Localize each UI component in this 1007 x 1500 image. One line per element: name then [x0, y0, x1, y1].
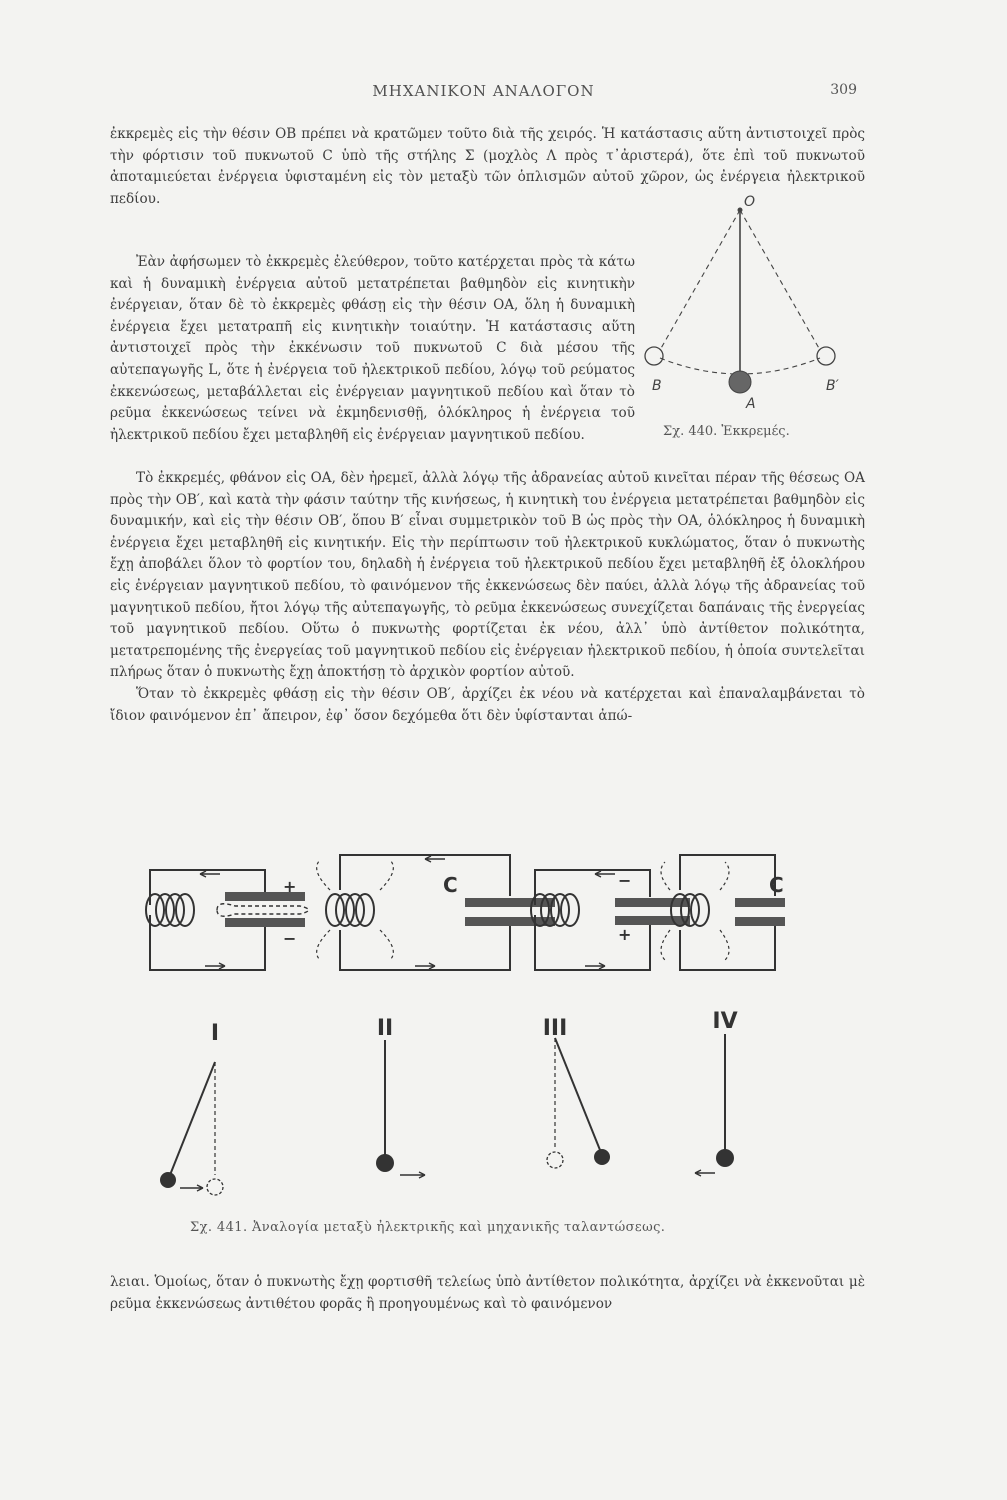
paragraph-2: Ἐὰν ἀφήσωμεν τὸ ἐκκρεμὲς ἐλεύθερον, τοῦτο κατέρχεται πρὸς τὰ κάτω καὶ ἡ δυναμικὴ ἐνέργεια αὐτοῦ μετατρέπεται βαθμηδὸν εἰς κινητικὴν ἐνέργειαν, ὅταν δὲ τὸ ἐκκρεμὲς φθάσῃ εἰς τὴν θέσιν ΟΑ, ὅλη ἡ δυναμικὴ ἐνέργεια ἔχει μετατραπῆ εἰς κινητικὴν τοιαύτην. Ἡ κατάστασις αὕτη ἀντιστοιχεῖ πρὸς τὴν ἐκκένωσιν τοῦ πυκνωτοῦ C διὰ μέσου τῆς αὐτεπαγωγῆς L, ὅτε ἡ ἐνέργεια τοῦ ἠλεκτρικοῦ πεδίου, λόγῳ τοῦ ρεύματος ἐκκενώσεως, μεταβάλλεται εἰς ἐνέργειαν μαγνητικοῦ πεδίου καὶ ὅταν τὸ ρεῦμα ἐκκενώσεως τείνει νὰ ἐκμηδενισθῇ, ὁλόκληρος ἡ ἐνέργεια τοῦ ἠλεκτρικοῦ πεδίου ἔχει μεταβληθῆ εἰς ἐνέργειαν μαγνητικοῦ πεδίου. — [110, 254, 635, 443]
panel-2-capacitor-label: C — [443, 873, 458, 897]
pendulum-rod-right-dashed — [740, 210, 820, 350]
pendulum-4-arrow — [695, 1170, 715, 1176]
pivot-point — [738, 208, 743, 213]
panel-3-minus: − — [618, 871, 632, 890]
panel-label-3: III — [542, 1016, 568, 1041]
pendulum-rod-left-dashed — [660, 210, 740, 350]
paragraph-4: Ὅταν τὸ ἐκκρεμὲς φθάσῃ εἰς τὴν θέσιν ΟΒ′, ἀρχίζει ἐκ νέου νὰ κατέρχεται καὶ ἐπαναλαμβάνεται τὸ ἴδιον φαινόμενον ἐπ᾿ ἄπειρον, ἐφ᾿ ὅσον δεχόμεθα ὅτι δὲν ὑφίστανται ἀπώ- — [110, 685, 865, 724]
panel-4-capacitor-label: C — [769, 873, 784, 897]
text-block-beside-figure — [110, 252, 635, 446]
pendulum-3-rod — [555, 1038, 600, 1150]
panel-3-plus: + — [618, 925, 632, 944]
label-o: O — [744, 194, 756, 210]
pendulum-1-arrow — [180, 1185, 203, 1191]
page-number: 309 — [830, 82, 857, 98]
pendulum-2-arrow — [400, 1172, 425, 1178]
panel-label-4: IV — [712, 1009, 738, 1034]
text-block-bottom — [110, 1272, 865, 1315]
pendulum-1-rest-bob — [207, 1179, 223, 1195]
running-title: ΜΗΧΑΝΙΚΟΝ ΑΝΑΛΟΓΟΝ — [372, 82, 595, 100]
pendulum-4-bob — [716, 1149, 734, 1167]
bob-right-outline — [817, 347, 835, 365]
label-b-prime: B′ — [826, 378, 839, 394]
pendulum-1-rod — [170, 1062, 215, 1175]
pendulum-3-rest-bob — [547, 1152, 563, 1168]
text-block-main — [110, 468, 865, 727]
label-b: B — [652, 378, 662, 394]
panel-label-2: II — [376, 1016, 394, 1041]
figure-441-analogy — [125, 800, 785, 1210]
bob-left-outline — [645, 347, 663, 365]
figure-440-pendulum — [630, 190, 870, 415]
bob-center — [729, 371, 751, 393]
paragraph-1: ἐκκρεμὲς εἰς τὴν θέσιν ΟΒ πρέπει νὰ κρατῶμεν τοῦτο διὰ τῆς χειρός. Ἡ κατάστασις αὕτη ἀντιστοιχεῖ πρὸς τὴν φόρτισιν τοῦ πυκνωτοῦ C ὑπὸ τῆς στήλης Σ (μοχλὸς Λ πρὸς τ᾿ἀριστερά), ὅτε ἐπὶ τοῦ πυκνωτοῦ ἀποταμιεύεται ἐνέργεια ὑφισταμένη εἰς τὸν μεταξὺ τῶν ὁπλισμῶν αὐτοῦ χῶρον, ὡς ἐνέργεια ἠλεκτρικοῦ πεδίου. — [110, 126, 865, 207]
paragraph-5: λειαι. Ὁμοίως, ὅταν ὁ πυκνωτὴς ἔχῃ φορτισθῆ τελείως ὑπὸ ἀντίθετον πολικότητα, ἀρχίζει νὰ ἐκκενοῦται μὲ ρεῦμα ἐκκενώσεως ἀντιθέτου φορᾶς ἢ προηγουμένως καὶ τὸ φαινόμενον — [110, 1274, 865, 1312]
figure-440-caption: Σχ. 440. Ἐκκρεμές. — [663, 424, 790, 439]
pendulum-2-bob — [376, 1154, 394, 1172]
panel-label-1: I — [210, 1021, 220, 1046]
panel-4-circuit — [661, 855, 785, 970]
running-header — [110, 82, 857, 106]
pendulum-1-bob — [160, 1172, 176, 1188]
panel-1-minus: − — [283, 929, 297, 948]
figure-441-caption: Σχ. 441. Ἀναλογία μεταξὺ ἠλεκτρικῆς καὶ μηχανικῆς ταλαντώσεως. — [190, 1220, 666, 1235]
pendulum-3-bob — [594, 1149, 610, 1165]
panel-2-circuit — [317, 855, 555, 970]
label-a: A — [746, 396, 756, 412]
paragraph-3: Τὸ ἐκκρεμές, φθάνον εἰς ΟΑ, δὲν ἠρεμεῖ, ἀλλὰ λόγῳ τῆς ἀδρανείας αὐτοῦ κινεῖται πέραν τῆς θέσεως ΟΑ πρὸς τὴν ΟΒ′, καὶ κατὰ τὴν φάσιν ταύτην τῆς κινήσεως, ἡ κινητικὴ του ἐνέργεια μετατρέπεται βαθμηδὸν εἰς δυναμικήν, καὶ εἰς τὴν θέσιν ΟΒ′, ὅπου Β′ εἶναι συμμετρικὸν τοῦ Β ὡς πρὸς τὴν ΟΑ, ὁλόκληρος ἡ δυναμικὴ ἐνέργεια ἔχει μεταβληθῆ εἰς κινητικήν. Εἰς τὴν περίπτωσιν τοῦ ἠλεκτρικοῦ κυκλώματος, ὅταν ὁ πυκνωτὴς ἔχῃ ἀποβάλει ὅλον τὸ φορτίον του, δηλαδὴ ἡ ἐνέργεια τοῦ ἠλεκτρικοῦ πεδίου ἔχει μεταβληθῆ ἐξ ὁλοκλήρου εἰς ἐνέργειαν μαγνητικοῦ πεδίου, τὸ φαινόμενον τῆς ἐκκενώσεως δὲν παύει, ἀλλὰ λόγῳ τῆς ἀδρανείας τοῦ μαγνητικοῦ πεδίου, ἤτοι λόγῳ τῆς αὐτεπαγωγῆς, τὸ ρεῦμα ἐκκενώσεως συνεχίζεται δαπάναις τῆς ἐνεργείας τοῦ μαγνητικοῦ πεδίου. Οὕτω ὁ πυκνωτὴς φορτίζεται ἐκ νέου, ἀλλ᾿ ὑπὸ ἀντίθετον πολικότητα, μετατρεπομένης τῆς ἐνεργείας τοῦ μαγνητικοῦ πεδίου εἰς ἐνέργειαν ἠλεκτρικοῦ πεδίου, ἡ ὁποία συντελεῖται πλήρως ὅταν ὁ πυκνωτὴς ἔχῃ ἀποκτήσῃ τὸ ἀρχικὸν φορτίον αὐτοῦ. — [110, 470, 865, 681]
panel-1-plus: + — [283, 877, 297, 896]
